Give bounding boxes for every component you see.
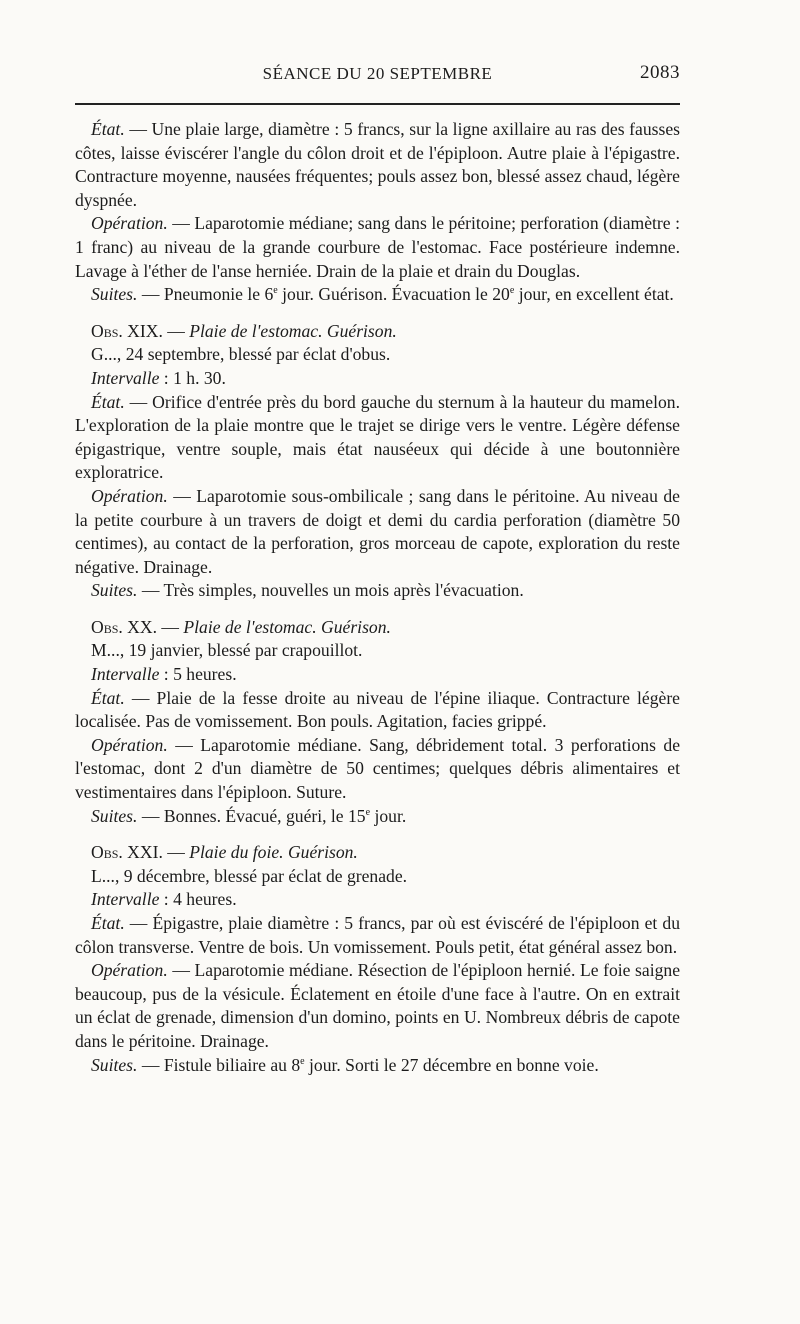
etat-paragraph: [75, 391, 680, 485]
suites-text: — Fistule biliaire au 8: [137, 1054, 301, 1075]
intervalle-label: Intervalle: [91, 664, 160, 685]
intervalle-line: [75, 367, 680, 391]
suites-paragraph: [75, 1054, 680, 1078]
superscript: e: [365, 806, 371, 818]
suites-paragraph: [75, 283, 680, 307]
suites-paragraph: [75, 805, 680, 829]
intervalle-label: Intervalle: [91, 367, 160, 388]
operation-label: Opération.: [91, 960, 168, 981]
page-body: [75, 118, 680, 1077]
etat-paragraph: [75, 687, 680, 734]
running-title: SÉANCE DU 20 SEPTEMBRE: [262, 64, 493, 83]
operation-paragraph: [75, 485, 680, 579]
intervalle-value: : 1 h. 30.: [159, 367, 226, 388]
etat-label: État.: [91, 913, 125, 933]
suites-label: Suites.: [91, 1054, 138, 1075]
intervalle-line: [75, 888, 680, 912]
dash: —: [162, 842, 190, 863]
intervalle-label: Intervalle: [91, 889, 160, 910]
observation-heading: [75, 616, 680, 640]
etat-label: État.: [91, 687, 125, 708]
suites-text: — Bonnes. Évacué, guéri, le 15: [137, 805, 366, 826]
suites-label: Suites.: [91, 805, 138, 826]
intervalle-value: : 5 heures.: [159, 664, 237, 685]
observation-heading: [75, 841, 680, 865]
etat-paragraph: [75, 912, 680, 959]
superscript: e: [509, 285, 515, 297]
suites-text: — Pneumonie le 6: [137, 284, 274, 305]
suites-text: jour. Guérison. Évacuation le 20: [277, 284, 510, 305]
observation-heading: [75, 320, 680, 344]
operation-text: — Laparotomie médiane. Sang, débridement total. 3 perforations de l'estomac, dont 2 d'un diamètre de 50 centimes; quelques débris alimentaires et vestimentaires dans l'épiploon. Suture.: [75, 734, 680, 803]
observation-number: Obs. XX.: [91, 616, 157, 637]
operation-text: — Laparotomie sous-ombilicale ; sang dans le péritoine. Au niveau de la petite courbure à un travers de doigt et demi du cardia perforation (diamètre 50 centimes), au contact de la perforation, gros morceau de capote, exploration du reste négative. Drainage.: [75, 485, 680, 577]
patient-line: L..., 9 décembre, blessé par éclat de grenade.: [91, 865, 408, 886]
operation-text: — Laparotomie médiane; sang dans le péritoine; perforation (diamètre : 1 franc) au niveau de la grande courbure de l'estomac. Face postérieure indemne. Lavage à l'éther de l'anse herniée. Drain de la plaie et drain du Douglas.: [75, 213, 680, 281]
operation-paragraph: [75, 734, 680, 805]
operation-label: Opération.: [91, 213, 168, 234]
running-header: [75, 62, 680, 88]
observation-number: Obs. XXI.: [91, 842, 163, 863]
suites-text: jour, en excellent état.: [514, 284, 674, 305]
intervalle-value: : 4 heures.: [159, 889, 237, 910]
intervalle-line: [75, 663, 680, 687]
page-number: 2083: [640, 62, 680, 83]
suites-text: jour. Sorti le 27 décembre en bonne voie.: [304, 1054, 599, 1075]
etat-text: — Plaie de la fesse droite au niveau de l'épine iliaque. Contracture légère localisée. Pas de vomissement. Bon pouls. Agitation, facies grippé.: [75, 687, 680, 732]
suites-label: Suites.: [91, 284, 138, 305]
operation-text: — Laparotomie médiane. Résection de l'épiploon hernié. Le foie saigne beaucoup, pus de la vésicule. Éclatement en étoile d'une face à l'autre. On en extrait un éclat de grenade, dimension d'un domino, points en U. Nombreux débris de capote dans le péritoine. Drainage.: [75, 960, 680, 1051]
etat-text: — Épigastre, plaie diamètre : 5 francs, par où est éviscéré de l'épiploon et du côlon transverse. Ventre de bois. Un vomissement. Pouls petit, état général assez bon.: [75, 913, 680, 957]
etat-paragraph: [75, 118, 680, 212]
operation-paragraph: [75, 212, 680, 283]
etat-text: — Une plaie large, diamètre : 5 francs, sur la ligne axillaire au ras des fausses côtes, laisse éviscérer l'angle du côlon droit et de l'épiploon. Autre plaie à l'épigastre. Contracture moyenne, nausées fréquentes; pouls assez bon, blessé assez chaud, légère dyspnée.: [75, 119, 680, 210]
dash: —: [162, 320, 190, 341]
observation-title: Plaie du foie. Guérison.: [189, 842, 358, 863]
suites-text: — Très simples, nouvelles un mois après l'évacuation.: [137, 580, 524, 601]
observation-title: Plaie de l'estomac. Guérison.: [189, 320, 397, 341]
patient-line: G..., 24 septembre, blessé par éclat d'obus.: [91, 344, 391, 365]
operation-label: Opération.: [91, 734, 168, 755]
superscript: e: [273, 285, 278, 297]
patient-line: M..., 19 janvier, blessé par crapouillot.: [91, 640, 363, 661]
suites-paragraph: [75, 579, 680, 603]
dash: —: [157, 616, 184, 637]
header-rule: [75, 103, 680, 105]
etat-label: État.: [91, 119, 125, 139]
operation-label: Opération.: [91, 485, 168, 506]
superscript: e: [300, 1055, 305, 1067]
suites-label: Suites.: [91, 580, 138, 601]
etat-text: — Orifice d'entrée près du bord gauche du sternum à la hauteur du mamelon. L'exploration de la plaie montre que le trajet se dirige vers le ventre. Légère défense épigastrique, ventre souple, mais état nauséeux qui décide à une boutonnière exploratrice.: [75, 391, 680, 483]
observation-title: Plaie de l'estomac. Guérison.: [183, 616, 391, 637]
suites-text: jour.: [370, 805, 407, 826]
etat-label: État.: [91, 391, 125, 412]
observation-number: Obs. XIX.: [91, 320, 163, 341]
operation-paragraph: [75, 959, 680, 1053]
